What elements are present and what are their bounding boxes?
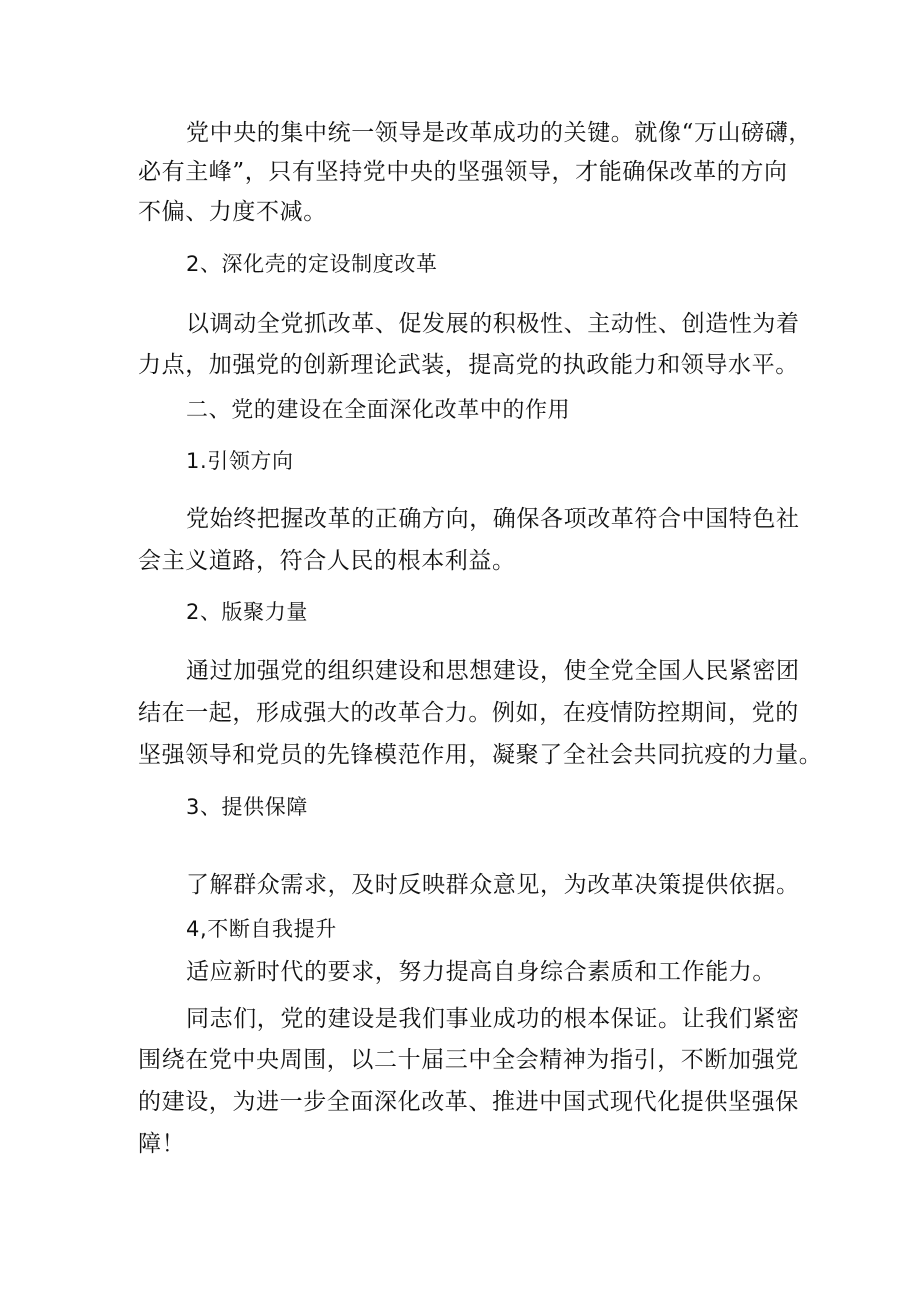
paragraph-line: 以调动全党抓改革、促发展的积极性、主动性、创造性为着	[186, 311, 800, 337]
section-heading: 二、党的建设在全面深化改革中的作用	[186, 398, 571, 423]
paragraph-line: 会主义道路，符合人民的根本利益。	[138, 548, 516, 574]
paragraph-line: 坚强领导和党员的先锋模范作用，凝聚了全社会共同抗疫的力量。	[138, 742, 823, 768]
paragraph-line: 不偏、力度不减。	[138, 199, 327, 225]
paragraph-line: 同志们，党的建设是我们事业成功的根本保证。让我们紧密	[186, 1006, 800, 1032]
paragraph-line: 障！	[138, 1131, 186, 1157]
subheading: 4,不断自我提升	[186, 917, 337, 941]
paragraph-line: 党中央的集中统一领导是改革成功的关键。就像“万山磅礴，	[186, 120, 812, 146]
subheading: 2、深化壳的定设制度改革	[186, 252, 438, 276]
paragraph-line: 力点，加强党的创新理论武装，提高党的执政能力和领导水平。	[138, 352, 799, 378]
paragraph-line: 了解群众需求，及时反映群众意见，为改革决策提供依据。	[186, 872, 800, 898]
subheading: 1.引领方向	[186, 449, 294, 473]
subheading: 2、版聚力量	[186, 600, 308, 624]
paragraph-line: 通过加强党的组织建设和思想建设，使全党全国人民紧密团	[186, 658, 800, 684]
paragraph-line: 的建设，为进一步全面深化改革、推进中国式现代化提供坚强保	[138, 1089, 799, 1115]
paragraph-line: 适应新时代的要求，努力提高自身综合素质和工作能力。	[186, 959, 776, 985]
paragraph-line: 围绕在党中央周围，以二十届三中全会精神为指引，不断加强党	[138, 1047, 799, 1073]
subheading: 3、提供保障	[186, 795, 308, 819]
paragraph-line: 结在一起，形成强大的改革合力。例如，在疫情防控期间，党的	[138, 700, 799, 726]
paragraph-line: 党始终把握改革的正确方向，确保各项改革符合中国特色社	[186, 506, 800, 532]
paragraph-line: 必有主峰”，只有坚持党中央的坚强领导，才能确保改革的方向	[138, 159, 788, 185]
